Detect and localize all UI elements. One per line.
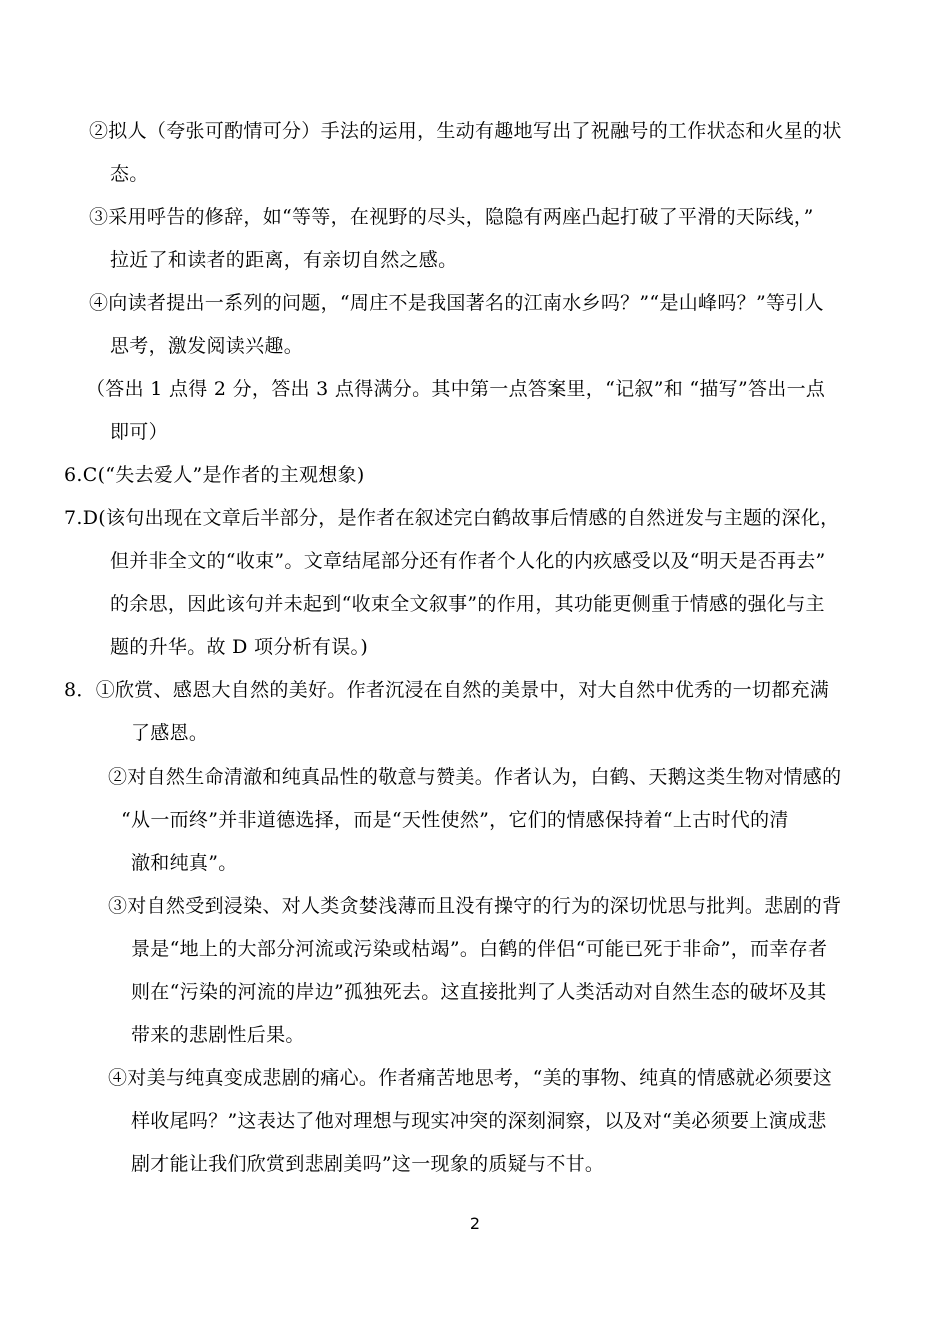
answer-5-point-3-line-1: ③采用呼告的修辞，如“等等，在视野的尽头，隐隐有两座凸起打破了平滑的天际线，” (89, 206, 814, 228)
answer-8-point-2-line-1: ②对自然生命清澈和纯真品性的敬意与赞美。作者认为，白鹤、天鹅这类生物对情感的 (108, 766, 842, 788)
answer-5-point-4-line-2: 思考，激发阅读兴趣。 (110, 335, 304, 357)
scoring-note-line-1: （答出 1 点得 2 分，答出 3 点得满分。其中第一点答案里，“记叙”和 “描写”答出一点 (86, 378, 826, 400)
answer-8-point-3-line-3: 则在“污染的河流的岸边”孤独死去。这直接批判了人类活动对自然生态的破坏及其 (131, 981, 827, 1003)
scoring-note-line-2: 即可） (110, 421, 168, 443)
answer-8-point-2-line-2: “从一而终”并非道德选择，而是“天性使然”，它们的情感保持着“上古时代的清 (121, 809, 789, 831)
answer-5-point-2-line-1: ②拟人（夸张可酌情可分）手法的运用，生动有趣地写出了祝融号的工作状态和火星的状 (89, 120, 842, 142)
answer-8-point-1-line-1: 8．①欣赏、感恩大自然的美好。作者沉浸在自然的美景中，对大自然中优秀的一切都充满 (64, 679, 830, 701)
answer-5-point-4-line-1: ④向读者提出一系列的问题，“周庄不是我国著名的江南水乡吗？”“是山峰吗？”等引人 (89, 292, 824, 314)
answer-8-point-3-line-4: 带来的悲剧性后果。 (131, 1024, 305, 1046)
answer-7-line-3: 的余思，因此该句并未起到“收束全文叙事”的作用，其功能更侧重于情感的强化与主 (110, 593, 825, 615)
answer-7-line-1: 7.D(该句出现在文章后半部分，是作者在叙述完白鹤故事后情感的自然迸发与主题的深化， (64, 507, 840, 529)
answer-7-line-2: 但并非全文的“收束”。文章结尾部分还有作者个人化的内疚感受以及“明天是否再去” (110, 550, 826, 572)
answer-8-point-3-line-2: 景是“地上的大部分河流或污染或枯竭”。白鹤的伴侣“可能已死于非命”，而幸存者 (131, 938, 828, 960)
answer-8-point-3-line-1: ③对自然受到浸染、对人类贪婪浅薄而且没有操守的行为的深切忧思与批判。悲剧的背 (108, 895, 842, 917)
answer-8-point-4-line-3: 剧才能让我们欣赏到悲剧美吗”这一现象的质疑与不甘。 (131, 1153, 605, 1175)
answer-8-point-2-line-3: 澈和纯真”。 (131, 852, 238, 874)
answer-5-point-2-line-2: 态。 (110, 163, 149, 185)
answer-8-point-4-line-1: ④对美与纯真变成悲剧的痛心。作者痛苦地思考，“美的事物、纯真的情感就必须要这 (108, 1067, 833, 1089)
answer-8-point-4-line-2: 样收尾吗？”这表达了他对理想与现实冲突的深刻洞察，以及对“美必须要上演成悲 (131, 1110, 827, 1132)
page-number: 2 (469, 1214, 481, 1233)
answer-5-point-3-line-2: 拉近了和读者的距离，有亲切自然之感。 (110, 249, 458, 271)
answer-8-point-1-line-2: 了感恩。 (131, 722, 209, 744)
answer-7-line-4: 题的升华。故 D 项分析有误。) (110, 636, 369, 658)
answer-6: 6.C(“失去爱人”是作者的主观想象) (64, 464, 365, 486)
